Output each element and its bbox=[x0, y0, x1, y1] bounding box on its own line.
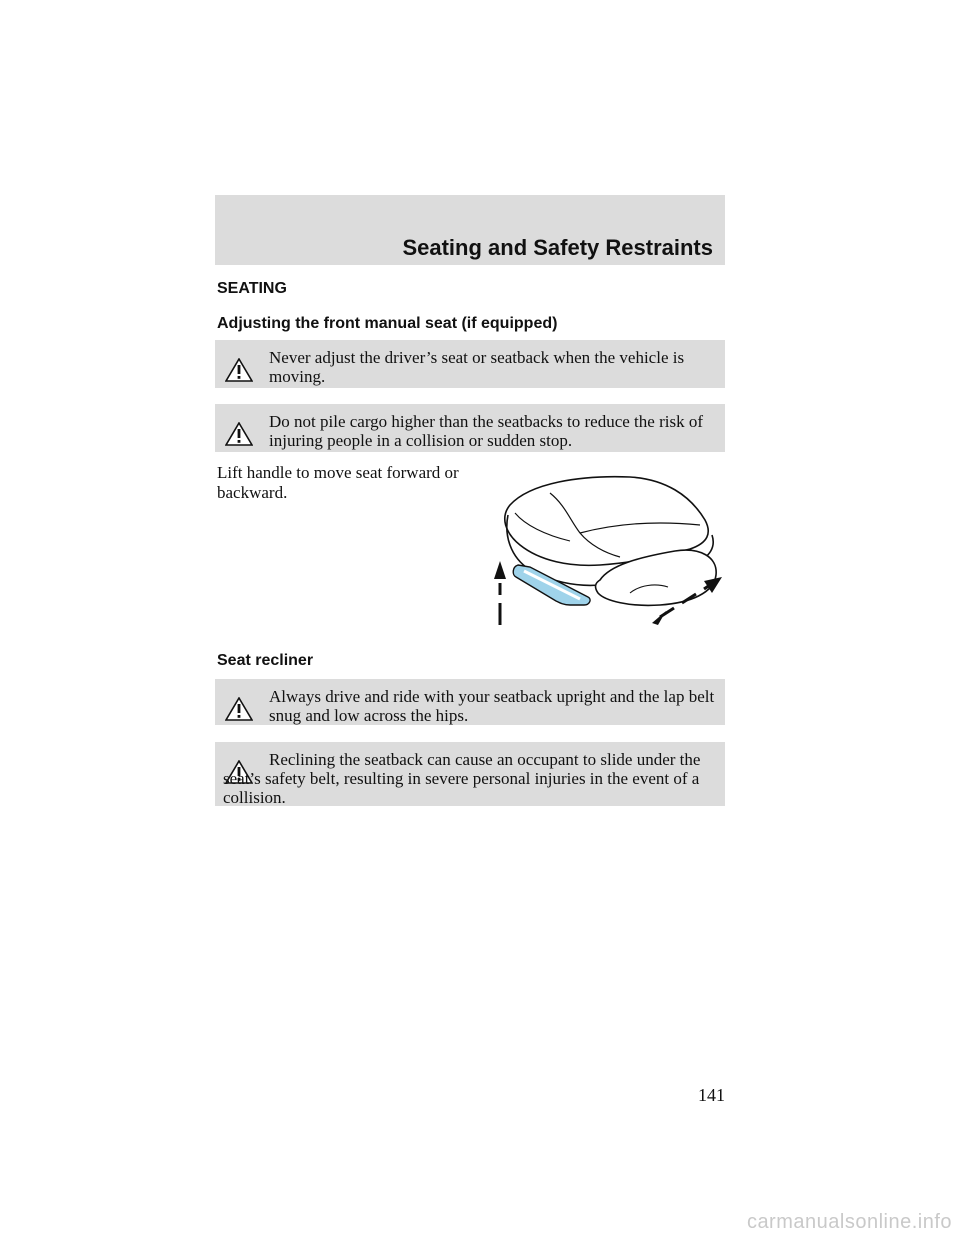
warning-text: Do not pile cargo higher than the seatbacks to reduce the risk of injuring people in a collision or sudden stop. bbox=[269, 412, 703, 450]
seat-adjust-illustration bbox=[490, 465, 725, 635]
instruction-text: Lift handle to move seat forward or backward. bbox=[217, 463, 459, 502]
warning-box bbox=[215, 340, 725, 388]
subsection-heading-front-seat: Adjusting the front manual seat (if equipped) bbox=[217, 315, 558, 332]
warning-triangle-icon bbox=[225, 697, 253, 721]
header-band bbox=[215, 195, 725, 265]
warning-box bbox=[215, 679, 725, 725]
footer-watermark[interactable]: carmanualsonline.info bbox=[746, 1211, 952, 1233]
warning-text: Always drive and ride with your seatback upright and the lap belt snug and low across the hips. bbox=[269, 687, 715, 725]
warning-text: Never adjust the driver’s seat or seatback when the vehicle is moving. bbox=[269, 348, 685, 386]
section-heading: SEATING bbox=[217, 280, 287, 297]
warning-triangle-icon bbox=[225, 358, 253, 382]
warning-triangle-icon bbox=[225, 422, 253, 446]
page-number: 141 bbox=[698, 1085, 725, 1105]
warning-box bbox=[215, 404, 725, 452]
warning-text: Reclining the seatback can cause an occupant to slide under the seat’s safety belt, resulting in severe personal injuries in the event of a collision. bbox=[223, 750, 701, 807]
warning-box bbox=[215, 742, 725, 806]
section-title: Seating and Safety Restraints bbox=[402, 235, 713, 260]
subsection-heading-recliner: Seat recliner bbox=[217, 652, 314, 669]
